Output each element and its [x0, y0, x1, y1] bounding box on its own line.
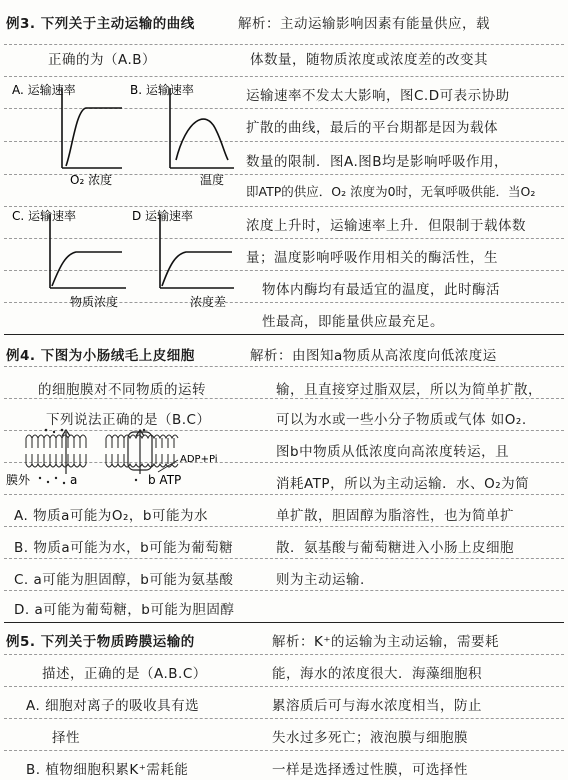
ruled-line	[4, 494, 564, 495]
ex3-title: 例3. 下列关于主动运输的曲线	[6, 16, 195, 32]
ruled-line	[4, 686, 564, 687]
ex3-analysis-line: 量；温度影响呼吸作用相关的酶活性，生	[246, 250, 498, 266]
ex4-analysis-line: 单扩散，胆固醇为脂溶性，也为简单扩	[276, 508, 514, 524]
ex3-graphs-ab	[10, 80, 240, 190]
ex5-option-b: B. 植物细胞积累K⁺需耗能	[26, 762, 189, 778]
phospholipid-bilayer	[26, 435, 178, 467]
ex4-analysis-line: 消耗ATP，所以为主动运输．水、O₂为简	[276, 476, 530, 492]
ex3-analysis-line: 数量的限制．图A.图B均是影响呼吸作用，	[246, 154, 509, 170]
ruled-line	[4, 44, 564, 45]
section-divider	[4, 334, 564, 335]
ex3-analysis-line: 扩散的曲线，最后的平台期都是因为载体	[246, 120, 498, 136]
ex3-title-line2: 正确的为（A.B）	[48, 52, 157, 68]
ex5-analysis-line: 累溶质后可与海水浓度相当，防止	[272, 698, 482, 714]
label-b-atp: b ATP	[148, 473, 182, 487]
ex4-option-d: D. a可能为葡萄糖，b可能为胆固醇	[14, 602, 235, 618]
outside-label: 膜外	[6, 473, 31, 487]
graph-b-label: B. 运输速率	[130, 83, 194, 97]
label-a: a	[70, 473, 78, 487]
ex4-analysis-line: 可以为水或一些小分子物质或气体 如O₂.	[276, 412, 527, 428]
ex5-analysis-line: 失水过多死亡；液泡膜与细胞膜	[272, 730, 468, 746]
ruled-line	[4, 558, 564, 559]
ex3-analysis-line: 物体内酶均有最适宜的温度，此时酶活	[262, 282, 500, 298]
ex4-membrane-figure	[6, 428, 246, 490]
ex4-analysis-line: 图b中物质从低浓度向高浓度转运，且	[276, 444, 510, 460]
ex5-analysis-line: 一样是选择透过性膜，可选择性	[272, 762, 468, 778]
ex3-graphs-cd	[10, 206, 240, 316]
graph-d-curve	[162, 252, 232, 286]
graph-a-curve	[66, 108, 122, 166]
ruled-line	[4, 590, 564, 591]
ex4-option-c: C. a可能为胆固醇，b可能为氨基酸	[14, 572, 234, 588]
ex5-option-a-cont: 择性	[52, 730, 80, 746]
ex5-title: 例5. 下列关于物质跨膜运输的	[6, 634, 195, 650]
ex3-analysis-line: 解析：主动运输影响因素有能量供应，载	[238, 16, 490, 32]
ex4-option-b: B. 物质a可能为水，b可能为葡萄糖	[14, 540, 234, 556]
ex3-analysis-line: 浓度上升时，运输速率上升．但限制于载体数	[246, 218, 526, 234]
ex3-analysis-line: 运输速率不发太大影响，图C.D可表示协助	[246, 88, 510, 104]
ruled-line	[4, 718, 564, 719]
ex4-title-line3: 下列说法正确的是（B.C）	[46, 412, 211, 428]
ex4-analysis-line: 解析：由图知a物质从高浓度向低浓度运	[250, 348, 497, 364]
ex4-option-a: A. 物质a可能为O₂，b可能为水	[14, 508, 208, 524]
ruled-line	[4, 654, 564, 655]
graph-d-x-label: 浓度差	[190, 295, 227, 309]
graph-b-curve	[176, 119, 228, 160]
ex3-analysis-line: 体数量，随物质浓度或浓度差的改变其	[250, 52, 488, 68]
ex5-analysis-line: 能，海水的浓度很大．海藻细胞积	[272, 666, 482, 682]
ex5-option-a: A. 细胞对离子的吸收具有选	[26, 698, 200, 714]
graph-c-curve	[52, 252, 122, 286]
ruled-line	[4, 76, 564, 77]
ruled-line	[4, 750, 564, 751]
graph-c-x-label: 物质浓度	[70, 295, 119, 309]
graph-a-label: A. 运输速率	[12, 83, 76, 97]
ex3-analysis-line: 即ATP的供应．O₂ 浓度为0时，无氧呼吸供能．当O₂	[246, 184, 536, 199]
ex4-analysis-line: 输，且直接穿过脂双层，所以为简单扩散，	[276, 382, 542, 398]
ex4-title-line2: 的细胞膜对不同物质的运转	[38, 382, 206, 398]
ex5-title-line2: 描述，正确的是（A.B.C）	[42, 666, 207, 682]
graph-b-x-label: 温度	[200, 173, 225, 187]
ruled-line	[4, 526, 564, 527]
graph-a-x-label: O₂ 浓度	[70, 173, 113, 187]
ex4-analysis-line: 散．氨基酸与葡萄糖进入小肠上皮细胞	[276, 540, 514, 556]
ex4-title: 例4. 下图为小肠绒毛上皮细胞	[6, 348, 195, 364]
ex4-analysis-line: 则为主动运输.	[276, 572, 365, 588]
graph-d-label: D 运输速率	[132, 209, 194, 223]
graph-c-label: C. 运输速率	[12, 209, 77, 223]
ex3-analysis-line: 性最高，即能量供应最充足。	[262, 314, 444, 330]
ruled-line	[4, 398, 564, 399]
section-divider	[4, 622, 564, 623]
ruled-line	[4, 366, 564, 367]
adp-label: ADP+Pi	[180, 454, 218, 465]
ex5-analysis-line: 解析：K⁺的运输为主动运输，需要耗	[272, 634, 499, 650]
